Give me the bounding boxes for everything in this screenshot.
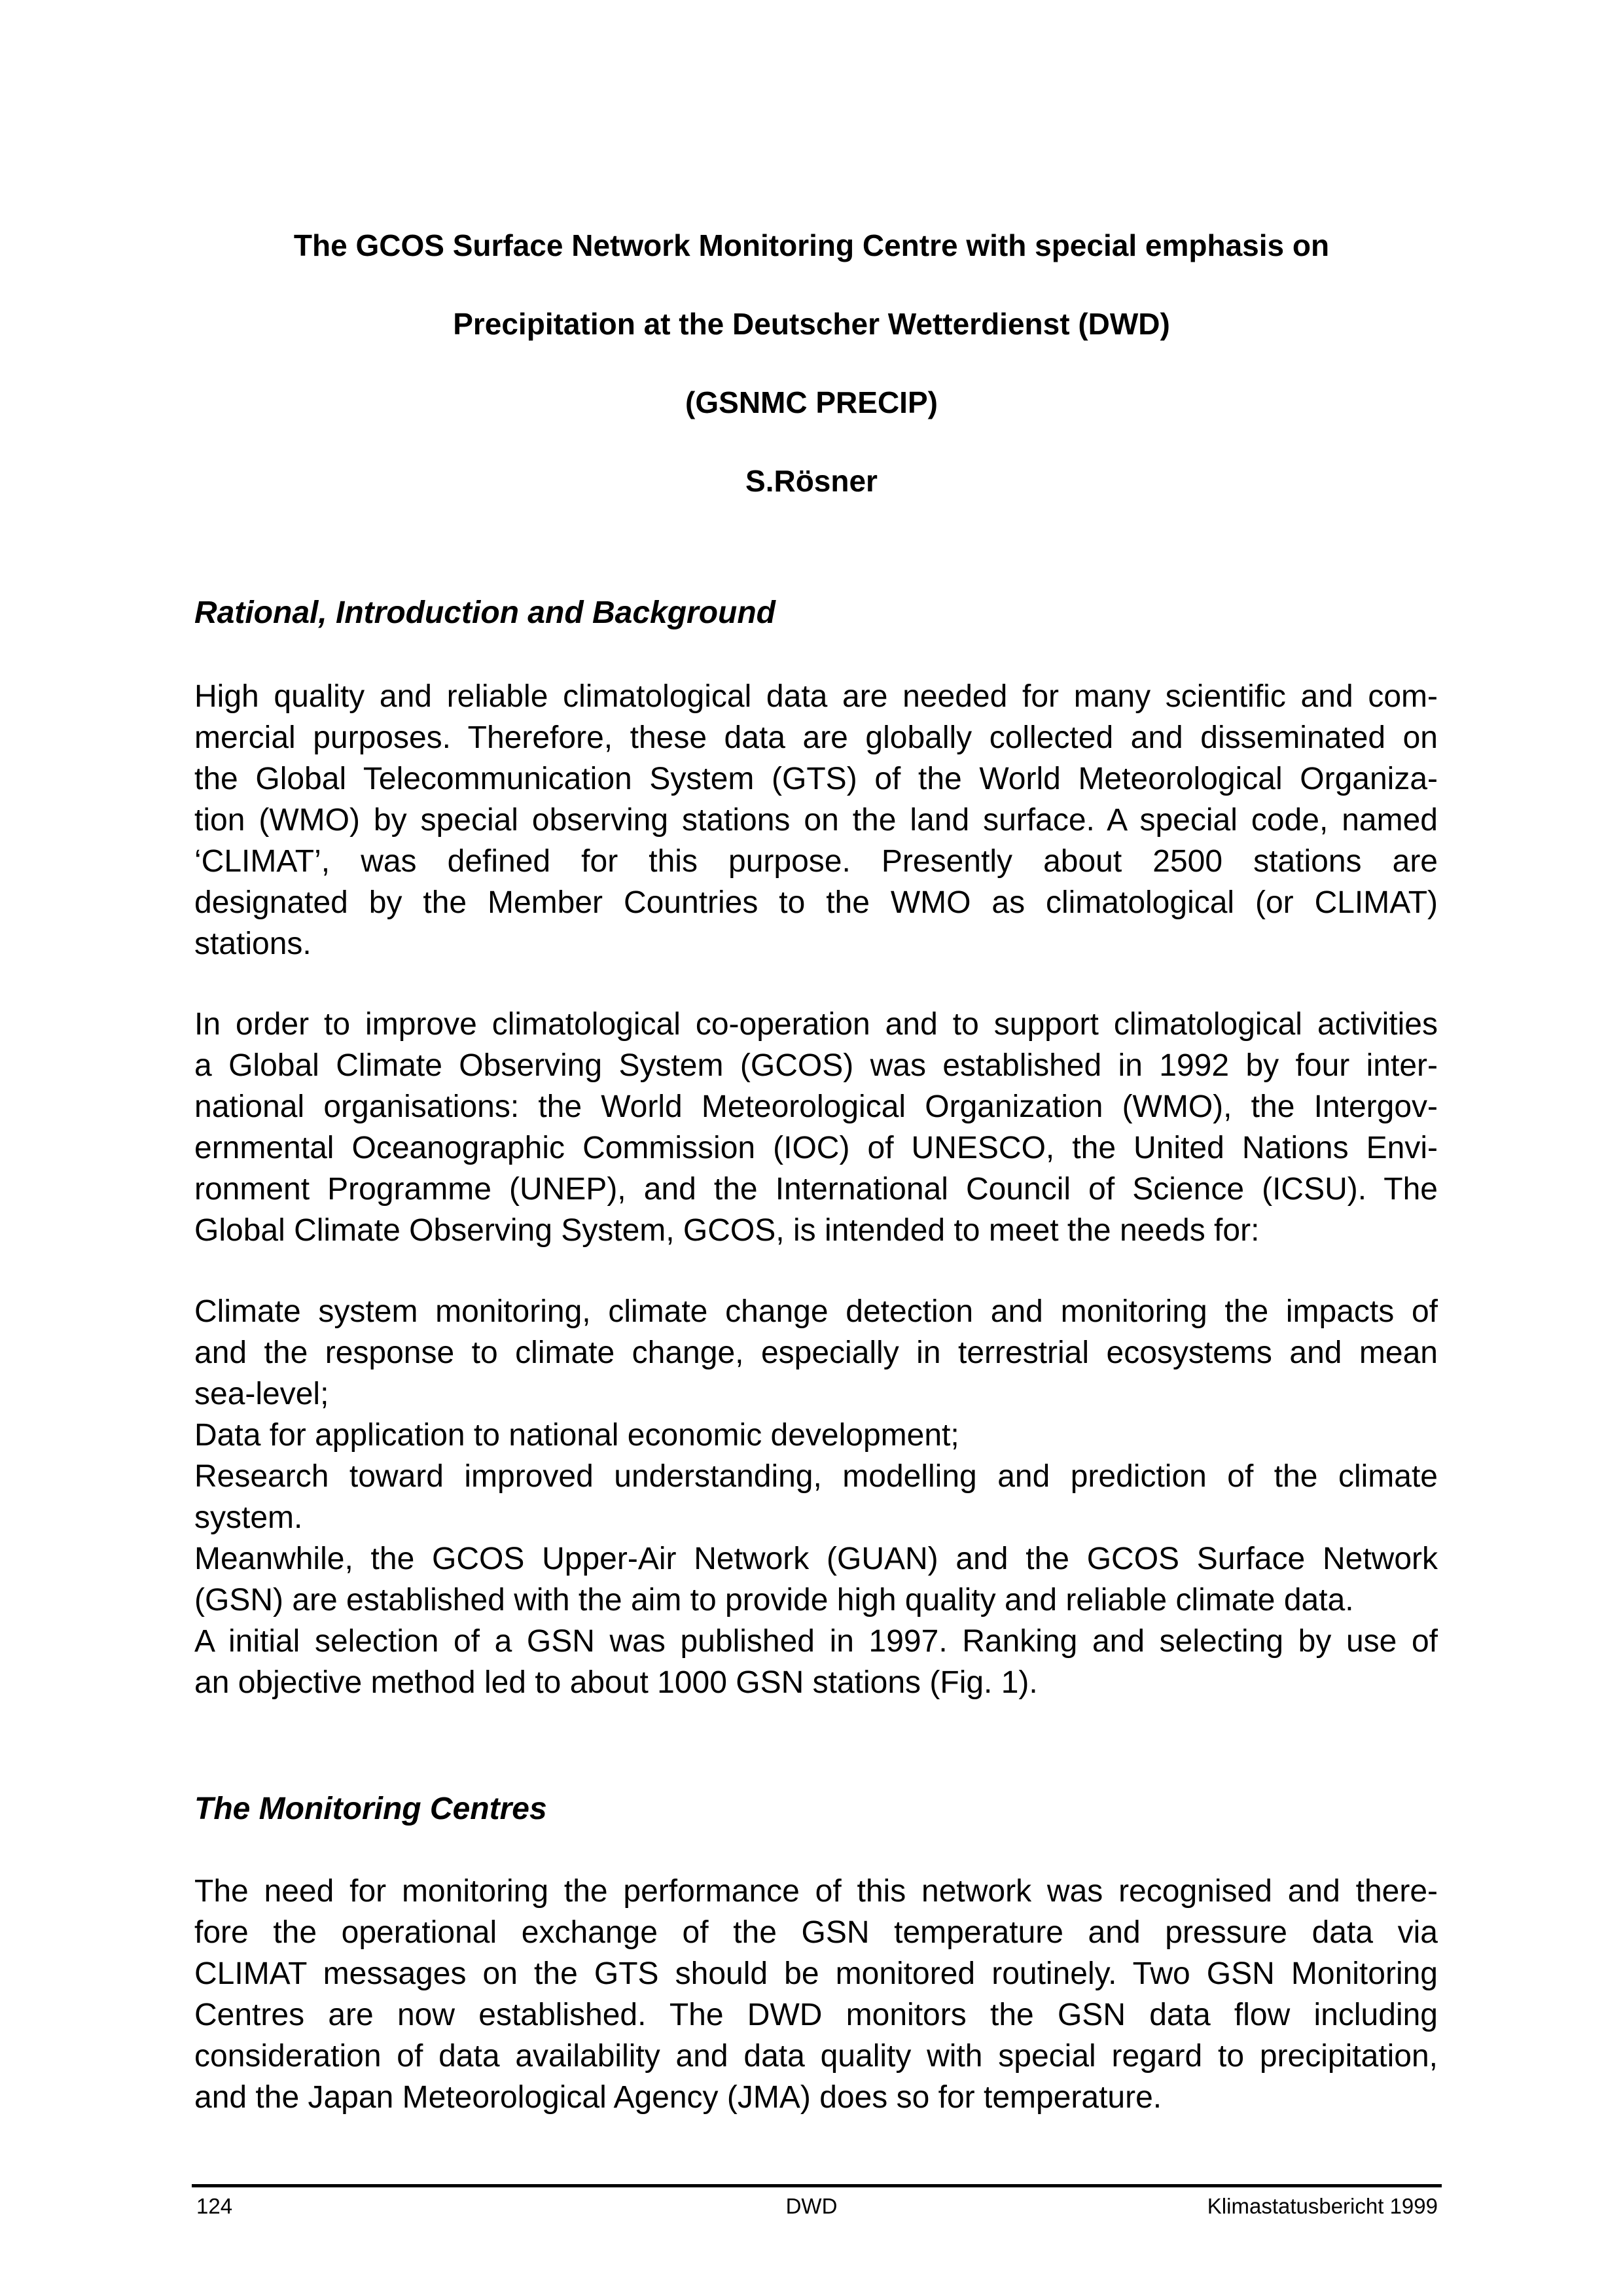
text-line: A initial selection of a GSN was published in 1997. Ranking and selecting by use of <box>194 1624 1438 1659</box>
text-line: Data for application to national economic development; <box>194 1418 959 1453</box>
text-line: tion (WMO) by special observing stations on the land surface. A special code, named <box>194 803 1438 838</box>
section-heading-introduction: Rational, Introduction and Background <box>194 595 776 630</box>
text-line: designated by the Member Countries to the WMO as climatological (or CLIMAT) <box>194 885 1438 920</box>
title-line-3: (GSNMC PRECIP) <box>685 385 938 419</box>
title-line-2: Precipitation at the Deutscher Wetterdienst (DWD) <box>453 307 1170 341</box>
text-line: system. <box>194 1500 303 1535</box>
text-line: In order to improve climatological co-operation and to support climatological activities <box>194 1007 1438 1042</box>
text-line: stations. <box>194 927 312 961</box>
footer-page-number: 124 <box>196 2194 233 2218</box>
text-line: ‘CLIMAT’, was defined for this purpose. Presently about 2500 stations are <box>194 844 1438 879</box>
footer-center-label: DWD <box>785 2194 838 2218</box>
text-line: the Global Telecommunication System (GTS) of the World Meteorological Organiza- <box>194 762 1438 796</box>
text-line: and the response to climate change, especially in terrestrial ecosystems and mean <box>194 1335 1438 1370</box>
paragraph-monitoring-centres <box>194 1871 1438 2118</box>
text-line: Climate system monitoring, climate change detection and monitoring the impacts of <box>194 1294 1438 1329</box>
section-heading-monitoring-centres: The Monitoring Centres <box>194 1792 547 1826</box>
text-line: an objective method led to about 1000 GSN stations (Fig. 1). <box>194 1665 1038 1700</box>
text-line: Meanwhile, the GCOS Upper-Air Network (GUAN) and the GCOS Surface Network <box>194 1542 1438 1576</box>
paragraph-gcos-establishment <box>194 1004 1438 1251</box>
text-line: High quality and reliable climatological data are needed for many scientific and com- <box>194 679 1438 714</box>
text-line: CLIMAT messages on the GTS should be monitored routinely. Two GSN Monitoring <box>194 1956 1438 1991</box>
text-line: fore the operational exchange of the GSN temperature and pressure data via <box>194 1915 1438 1950</box>
text-line: Research toward improved understanding, modelling and prediction of the climate <box>194 1459 1438 1494</box>
text-line: ernmental Oceanographic Commission (IOC) of UNESCO, the United Nations Envi- <box>194 1131 1438 1165</box>
text-line: national organisations: the World Meteorological Organization (WMO), the Intergov- <box>194 1089 1438 1124</box>
text-line: a Global Climate Observing System (GCOS) was established in 1992 by four inter- <box>194 1048 1438 1083</box>
text-line: mercial purposes. Therefore, these data are globally collected and disseminated on <box>194 720 1438 755</box>
footer-divider <box>192 2184 1442 2187</box>
title-line-1: The GCOS Surface Network Monitoring Centre with special emphasis on <box>293 228 1330 262</box>
text-line: (GSN) are established with the aim to provide high quality and reliable climate data. <box>194 1583 1354 1617</box>
paragraph-gcos-needs <box>194 1291 1438 1703</box>
text-line: and the Japan Meteorological Agency (JMA) does so for temperature. <box>194 2080 1162 2115</box>
paragraph-climatological-data <box>194 676 1438 964</box>
text-line: consideration of data availability and data quality with special regard to precipitation, <box>194 2039 1438 2074</box>
text-line: Global Climate Observing System, GCOS, is intended to meet the needs for: <box>194 1213 1260 1248</box>
author: S.Rösner <box>745 464 878 498</box>
text-line: sea-level; <box>194 1377 329 1411</box>
text-line: Centres are now established. The DWD monitors the GSN data flow including <box>194 1998 1438 2032</box>
text-line: ronment Programme (UNEP), and the International Council of Science (ICSU). The <box>194 1172 1438 1207</box>
text-line: The need for monitoring the performance of this network was recognised and there- <box>194 1874 1438 1909</box>
footer-publication-title: Klimastatusbericht 1999 <box>1207 2194 1438 2218</box>
